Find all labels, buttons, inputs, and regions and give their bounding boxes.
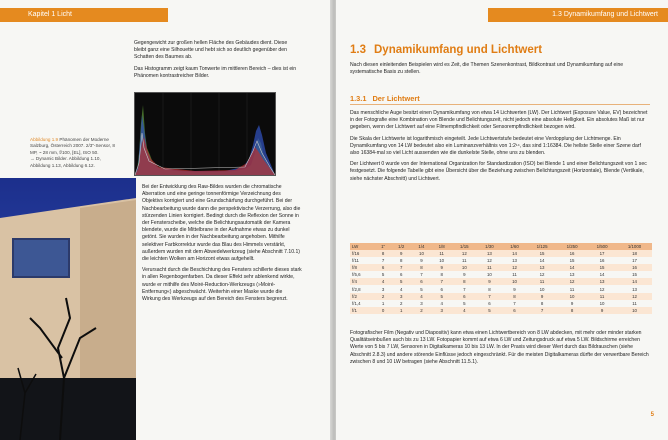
caption-text: Phänomen der Moderne Salzburg, Österreich 2007. 2/3"-Sensor, 8 MP, ~ 28 mm, f/100, [EL], ISO 50. bbox=[30, 137, 115, 155]
top-text bbox=[134, 40, 300, 84]
table-row bbox=[350, 278, 652, 285]
table-cell: 2 bbox=[411, 307, 431, 314]
table-cell: 13 bbox=[587, 278, 617, 285]
table-cell: 7 bbox=[527, 307, 557, 314]
table-cell: 9 bbox=[432, 264, 452, 271]
table-cell: 5 bbox=[432, 293, 452, 300]
table-cell: 10 bbox=[411, 250, 431, 257]
table-cell: 5 bbox=[391, 278, 411, 285]
table-cell: 10 bbox=[502, 278, 527, 285]
table-cell: 5 bbox=[375, 271, 391, 278]
table-cell: 15 bbox=[557, 257, 587, 264]
table-cell: 4 bbox=[411, 293, 431, 300]
table-cell: 11 bbox=[587, 293, 617, 300]
table-cell: f/4 bbox=[350, 278, 375, 285]
histogram-image bbox=[134, 92, 276, 176]
table-cell: 10 bbox=[557, 293, 587, 300]
table-cell: 8 bbox=[477, 285, 502, 292]
heading-rule bbox=[350, 104, 650, 105]
table-cell: f/1,4 bbox=[350, 300, 375, 307]
building-photo bbox=[0, 178, 136, 440]
table-cell: 2 bbox=[391, 300, 411, 307]
table-cell: 1 bbox=[391, 307, 411, 314]
table-cell: 7 bbox=[391, 264, 411, 271]
running-head-left: Kapitel 1 Licht bbox=[0, 8, 168, 22]
intro-text: Nach diesen einleitenden Beispielen wird es Zeit, die Themen Szenenkontrast, Bildkontrast und Dynamikumfang auf eine systematische Basis zu stellen. bbox=[350, 62, 624, 76]
table-cell: 14 bbox=[502, 250, 527, 257]
table-header-cell: 1/1000 bbox=[617, 243, 652, 250]
subsection-title: Der Lichtwert bbox=[372, 94, 420, 103]
table-cell: 7 bbox=[477, 293, 502, 300]
table-row bbox=[350, 271, 652, 278]
table-cell: 11 bbox=[557, 285, 587, 292]
section-number: 1.3 bbox=[350, 44, 366, 56]
table-cell: 11 bbox=[432, 250, 452, 257]
table-cell: f/5,6 bbox=[350, 271, 375, 278]
running-head-right: 1.3 Dynamikumfang und Lichtwert bbox=[488, 8, 668, 22]
table-cell: 3 bbox=[432, 307, 452, 314]
table-cell: 10 bbox=[587, 300, 617, 307]
exposure-value-table bbox=[350, 243, 652, 314]
table-cell: 15 bbox=[587, 264, 617, 271]
table-cell: 13 bbox=[617, 285, 652, 292]
subsection-number: 1.3.1 bbox=[350, 94, 367, 103]
table-cell: f/1 bbox=[350, 307, 375, 314]
table-cell: 12 bbox=[502, 264, 527, 271]
table-cell: 12 bbox=[617, 293, 652, 300]
table-cell: 3 bbox=[391, 293, 411, 300]
body-text bbox=[142, 184, 302, 307]
paragraph: Das menschliche Auge besitzt einen Dynamikumfang von etwa 14 Lichtwerten (LW). Der Lichtwert (Exposure Value, EV) bezeichnet in der Fotografie eine Kombination von Blende und Belichtungszeit, nicht jedoch eine absolute Helligkeit. Ein absolutes Maß ist nur gegeben, wenn der Lichtwert auf eine Filmempfindlichkeit oder Sensorempfindlichkeit bezogen wird. bbox=[350, 110, 648, 131]
table-cell: 9 bbox=[557, 300, 587, 307]
table-cell: 8 bbox=[391, 257, 411, 264]
table-cell: 5 bbox=[411, 285, 431, 292]
table-header-cell: LW bbox=[350, 243, 375, 250]
caption-label: Abbildung 1.9 bbox=[30, 137, 59, 142]
table-cell: 14 bbox=[527, 257, 557, 264]
table-cell: 11 bbox=[527, 278, 557, 285]
table-cell: 6 bbox=[375, 264, 391, 271]
table-cell: 13 bbox=[527, 264, 557, 271]
table-cell: 6 bbox=[411, 278, 431, 285]
table-cell: 7 bbox=[502, 300, 527, 307]
table-cell: f/2 bbox=[350, 293, 375, 300]
table-header-cell: 1/125 bbox=[527, 243, 557, 250]
table-header-cell: 1/60 bbox=[502, 243, 527, 250]
table-header-cell: 1/4 bbox=[411, 243, 431, 250]
table-cell: 8 bbox=[452, 278, 477, 285]
table-cell: 3 bbox=[411, 300, 431, 307]
table-header-cell: 1/15 bbox=[452, 243, 477, 250]
table-cell: 11 bbox=[477, 264, 502, 271]
table-cell: 12 bbox=[557, 278, 587, 285]
table-cell: 16 bbox=[587, 257, 617, 264]
figure-caption bbox=[30, 137, 118, 169]
table-cell: 5 bbox=[477, 307, 502, 314]
arrow-glyph: → bbox=[30, 156, 35, 162]
table-cell: 17 bbox=[617, 257, 652, 264]
table-header-cell: 1/250 bbox=[557, 243, 587, 250]
table-cell: 10 bbox=[432, 257, 452, 264]
table-cell: 14 bbox=[557, 264, 587, 271]
table-cell: 9 bbox=[502, 285, 527, 292]
table-cell: 0 bbox=[375, 307, 391, 314]
table-cell: f/16 bbox=[350, 250, 375, 257]
table-cell: 8 bbox=[432, 271, 452, 278]
table-cell: 18 bbox=[617, 250, 652, 257]
table-cell: 4 bbox=[432, 300, 452, 307]
table-row bbox=[350, 285, 652, 292]
paragraph: Der Lichtwert 0 wurde von der International Organization for Standardization (ISO) bei Blende 1 und einer Belichtungszeit von 1 sec festgesetzt. Die folgende Tabelle gibt eine Übersicht über die Beziehung zwischen Belichtungszeit (Horizontale), Blende (Vertikale, siehe nächster Abschnitt) und Lichtwert. bbox=[350, 161, 647, 182]
table-row bbox=[350, 264, 652, 271]
table-cell: 6 bbox=[452, 293, 477, 300]
table-cell: 4 bbox=[391, 285, 411, 292]
table-cell: 6 bbox=[502, 307, 527, 314]
table-cell: 5 bbox=[452, 300, 477, 307]
table-row bbox=[350, 293, 652, 300]
table-cell: 8 bbox=[411, 264, 431, 271]
table-header-cell: 1/30 bbox=[477, 243, 502, 250]
table-body bbox=[350, 250, 652, 314]
table-cell: 7 bbox=[452, 285, 477, 292]
table-cell: 10 bbox=[527, 285, 557, 292]
table-cell: 13 bbox=[502, 257, 527, 264]
table-cell: 10 bbox=[617, 307, 652, 314]
section-title: Dynamikumfang und Lichtwert bbox=[374, 44, 543, 56]
closing-text: Fotografischer Film (Negativ und Diapositiv) kann etwa einen Lichtwertbereich von 8 LW abdecken, mit mehr oder minder starken Qualitätseinbußen auch bis zu 13 LW. Fotopapier kommt auf etwa 6 LW und Zeitungsdruck auf etwa 5 LW. Bildschirme erreichen Werte von 5 bis 7 LW, Sensoren in Digitalkameras 10 bis 13 LW. In der Praxis wird dieser Wert durch das Bildrauschen (siehe Abschnitt 2.8.3) und andere störende Einflüsse jedoch eingeschränkt. Für die meisten Digitalkameras dürfte der verwertbare Bereich zwischen 8 und 10 LW betragen (siehe Abschnitt 11.5.1). bbox=[350, 330, 649, 365]
table-cell: 9 bbox=[452, 271, 477, 278]
table-cell: 8 bbox=[557, 307, 587, 314]
table-cell: 7 bbox=[375, 257, 391, 264]
table-row bbox=[350, 307, 652, 314]
table-header-cell: 1/500 bbox=[587, 243, 617, 250]
table-cell: 14 bbox=[617, 278, 652, 285]
left-page bbox=[0, 0, 332, 440]
paragraph: Bei der Entwicklung des Raw-Bildes wurden die chromatische Aberration und eine geringe tonnenförmige Verzeichnung des Objektivs korrigiert und eine Grundschärfung durchgeführt. Bei der Nachbearbeitung wurde dann die perspektivische Verzerrung, also die stürzenden Linien korrigiert. Bedingt durch die Reflexion der Sonne in der Fensterscheibe, welche die Belichtungsautomatik der Kamera blendete, wurde die Mittelbrane in der Aufnahme etwas zu dunkel getönt. Sie wurden in der Nachbearbeitung angehoben. Mithilfe selektiver Farbkorrektur wurde das Blau des Himmels verstärkt, außerdem wurden mit dem Abwedelwerkzeug (siehe Abschnitt 7.10.1) die leichten Wolken am Horizont etwas aufgehellt. bbox=[142, 184, 301, 263]
right-page bbox=[336, 0, 668, 440]
table-row bbox=[350, 250, 652, 257]
table-header-row bbox=[350, 243, 652, 250]
table-cell: 8 bbox=[375, 250, 391, 257]
table-header-cell: 1" bbox=[375, 243, 391, 250]
table-cell: 6 bbox=[432, 285, 452, 292]
table-cell: 13 bbox=[477, 250, 502, 257]
table-cell: 10 bbox=[452, 264, 477, 271]
table-header-cell: 1/8 bbox=[432, 243, 452, 250]
table-cell: 4 bbox=[375, 278, 391, 285]
table-cell: 9 bbox=[527, 293, 557, 300]
table-cell: 11 bbox=[502, 271, 527, 278]
table-row bbox=[350, 257, 652, 264]
table-cell: 11 bbox=[452, 257, 477, 264]
table-row bbox=[350, 300, 652, 307]
table-cell: 3 bbox=[375, 285, 391, 292]
table-cell: 2 bbox=[375, 293, 391, 300]
table-cell: 17 bbox=[587, 250, 617, 257]
page-number: 5 bbox=[650, 412, 654, 418]
table-cell: f/8 bbox=[350, 264, 375, 271]
table-cell: 11 bbox=[617, 300, 652, 307]
paragraph: Die Skala der Lichtwerte ist logarithmisch eingeteilt. Jede Lichtwertstufe bedeutet eine Verdopplung der Lichtmenge. Ein Dynamikumfang von 14 LW bedeutet also ein Luminanzverhältnis von 1:2¹⁴, das sind 1:16384. Die hellste Stelle einer Szene darf also 16384-mal so viel Licht aussenden wie die dunkelste Stelle, ohne uns zu blenden. bbox=[350, 135, 641, 157]
table-cell: 4 bbox=[452, 307, 477, 314]
table-cell: 12 bbox=[527, 271, 557, 278]
table-cell: 8 bbox=[502, 293, 527, 300]
table-cell: 9 bbox=[477, 278, 502, 285]
section-heading bbox=[350, 44, 542, 56]
table-cell: 6 bbox=[391, 271, 411, 278]
paragraph: Das Histogramm zeigt kaum Tonwerte im mittleren Bereich – dies ist ein Phänomen kontrastreicher Bilder. bbox=[134, 65, 297, 79]
table-cell: 12 bbox=[477, 257, 502, 264]
body-text bbox=[350, 110, 650, 187]
table-header-cell: 1/2 bbox=[391, 243, 411, 250]
table-cell: 15 bbox=[617, 271, 652, 278]
table-cell: 6 bbox=[477, 300, 502, 307]
table-cell: 10 bbox=[477, 271, 502, 278]
table-cell: 16 bbox=[617, 264, 652, 271]
table-cell: 7 bbox=[432, 278, 452, 285]
table-cell: 9 bbox=[587, 307, 617, 314]
table-cell: 7 bbox=[411, 271, 431, 278]
table-cell: f/2,8 bbox=[350, 285, 375, 292]
table-cell: 1 bbox=[375, 300, 391, 307]
caption-reference: Dynamic Bilder. Abbildung 1.10, Abbildung 1.13, Abbildung 6.12. bbox=[30, 156, 101, 168]
paragraph: Verursacht durch die Beschichtung des Fensters schillerte dieses stark in allen Regenbogenfarben. Da dieser Effekt sehr ablenkend wirkte, wurde er mithilfe des Moiré-Reduction-Werkzeugs (»Moiré-Entfernung«) abgeschwächt. Weiterhin einer Maske wurde die Wirkung des Werkzeugs auf den Bereich des Fensters begrenzt. bbox=[142, 267, 302, 303]
table-cell: f/11 bbox=[350, 257, 375, 264]
table-cell: 15 bbox=[527, 250, 557, 257]
table-cell: 12 bbox=[587, 285, 617, 292]
table-cell: 9 bbox=[411, 257, 431, 264]
paragraph: Gegengewicht zur großen hellen Fläche des Gebäudes dient. Diese bleibt ganz eine Silhouette und hebt sich so deutlich gegenüber den Schatten des Baumes ab. bbox=[134, 40, 288, 61]
table-cell: 16 bbox=[557, 250, 587, 257]
subsection-heading bbox=[350, 94, 420, 103]
table-cell: 12 bbox=[452, 250, 477, 257]
table-cell: 9 bbox=[391, 250, 411, 257]
table-cell: 8 bbox=[527, 300, 557, 307]
table-cell: 14 bbox=[587, 271, 617, 278]
table-cell: 13 bbox=[557, 271, 587, 278]
